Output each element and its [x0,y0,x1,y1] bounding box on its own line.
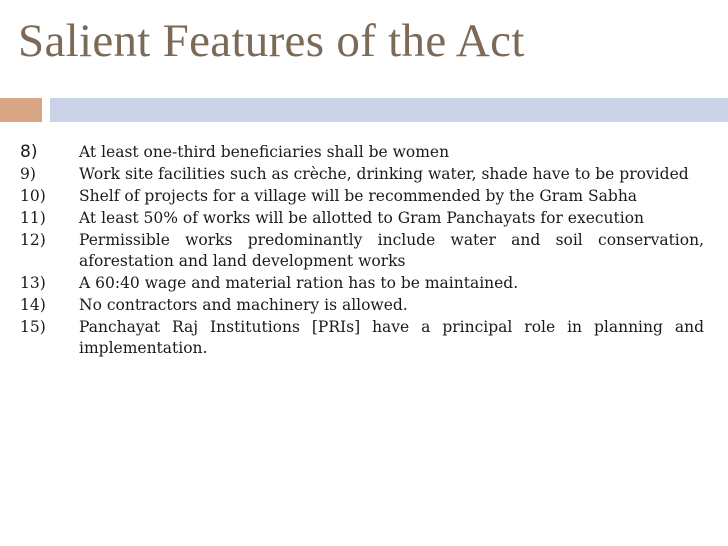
item-number: 8) [20,142,38,162]
slide-title: Salient Features of the Act [18,15,525,67]
item-number: 14) [20,296,46,314]
item-text: Permissible works predominantly include water and soil conservation, aforestation and land development works [79,231,704,270]
item-text: Work site facilities such as crèche, drinking water, shade have to be provided [79,165,689,183]
list-item [20,164,704,185]
list-item [20,317,704,359]
item-text: Panchayat Raj Institutions [PRIs] have a principal role in planning and implementation. [79,318,704,357]
list-item [20,273,704,294]
list-item [20,142,704,163]
item-number: 12) [20,231,46,249]
list-item [20,295,704,316]
title-accent-bar [0,98,42,122]
item-number: 9) [20,165,36,183]
item-number: 15) [20,318,46,336]
item-text: No contractors and machinery is allowed. [79,296,408,314]
item-number: 11) [20,209,46,227]
item-number: 10) [20,187,46,205]
list-item [20,230,704,272]
item-text: A 60:40 wage and material ration has to be maintained. [79,274,519,292]
item-text: At least 50% of works will be allotted to Gram Panchayats for execution [79,209,645,227]
list-item [20,186,704,207]
item-text: At least one-third beneficiaries shall be women [79,143,450,161]
title-divider-bar [50,98,728,122]
list-item [20,208,704,229]
features-list [20,142,704,359]
item-number: 13) [20,274,46,292]
item-text: Shelf of projects for a village will be recommended by the Gram Sabha [79,187,638,205]
